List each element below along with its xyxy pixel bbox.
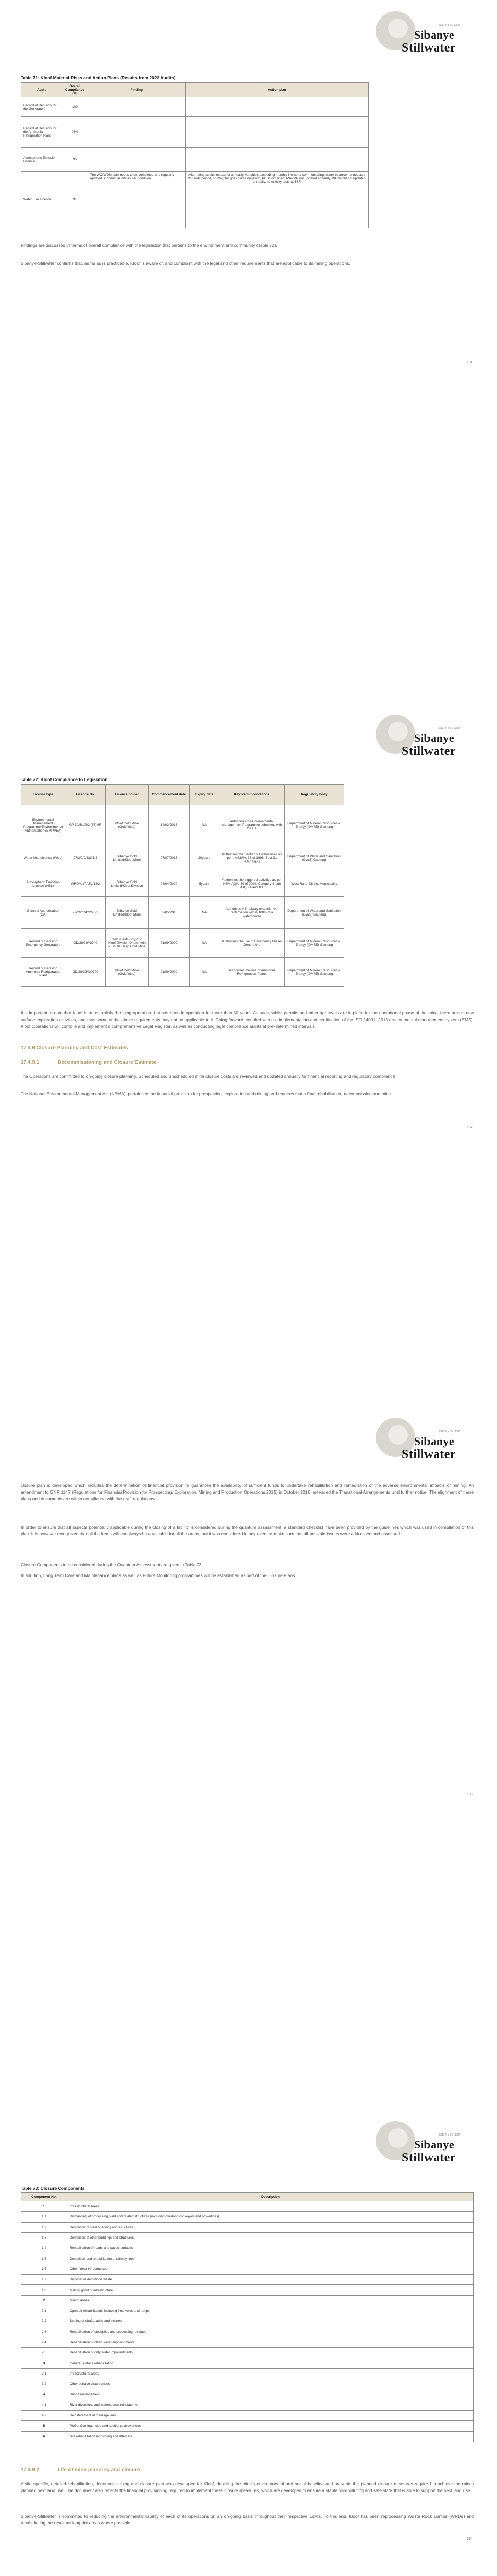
component-description-cell: Demolition of other buildings and structures bbox=[67, 2232, 473, 2243]
table-cell: 08/04/2020 bbox=[148, 871, 190, 897]
table-cell: 02/05/2018 bbox=[148, 897, 190, 929]
component-number-cell: 2.5 bbox=[21, 2348, 67, 2358]
table-row bbox=[21, 2243, 474, 2253]
table-row bbox=[21, 172, 369, 228]
table-cell: 95 bbox=[62, 148, 88, 172]
column-header: Key Permit conditions bbox=[219, 785, 284, 805]
table-cell: Record of Decision for the Ammonia Refrigeration Plant bbox=[21, 117, 62, 148]
table-cell: Water Use Licence bbox=[21, 172, 62, 228]
table-row bbox=[21, 2327, 474, 2337]
component-description-cell: River diversions and watercourse reinstatement bbox=[67, 2400, 473, 2410]
component-description-cell: Infrastructural Areas bbox=[67, 2201, 473, 2212]
table-cell: West Rand District Municipality bbox=[284, 871, 344, 897]
component-number-cell: 2.3 bbox=[21, 2327, 67, 2337]
sibanye-stillwater-logo bbox=[381, 2124, 474, 2171]
table-row bbox=[21, 2421, 474, 2431]
paragraph: The Operations are committed to on-going closure planning. Scheduled and unscheduled mine closure costs are reviewed and updated annually for financial reporting and regulatory compliance. bbox=[21, 1074, 397, 1079]
document-page-181 bbox=[0, 0, 497, 703]
table-cell bbox=[185, 117, 368, 148]
table-row bbox=[21, 2232, 474, 2243]
component-description-cell: Demolition of steel buildings and structures bbox=[67, 2222, 473, 2232]
table-row bbox=[21, 871, 344, 897]
table-row bbox=[21, 2379, 474, 2389]
component-number-cell: 1.7 bbox=[21, 2275, 67, 2285]
table-cell: Authorises the Section 21 water uses as per the NWA, 36 of 1998, Sect 21 a,b,c,f,g,i,j bbox=[219, 845, 284, 871]
table-cell: Department of Water and Sanitation (DWS) Gauteng bbox=[284, 897, 344, 929]
logo-exchange-codes: JSE NYSE SSW bbox=[439, 24, 461, 27]
logo-line-1: Sibanye bbox=[414, 732, 455, 744]
column-header: Commencement date bbox=[148, 785, 190, 805]
table-cell: Kloof Gold Mine (Goldfields) bbox=[106, 805, 148, 845]
table-cell: Authorises the use of Emergency Diesel Generators bbox=[219, 929, 284, 958]
paragraph: In addition, Long Term Care and Maintenance plans as well as Future Monitoring programmes will be established as part of the Closure Plans. bbox=[21, 1573, 296, 1578]
component-description-cell: Sealing of shafts, adits and inclines bbox=[67, 2316, 473, 2327]
table-cell: Sibanye Gold Limited/Kloof Mine bbox=[106, 897, 148, 929]
table-cell: Department of Mineral Resources & Energy (DMRE) Gauteng bbox=[284, 929, 344, 958]
component-description-cell: Rehabilitation of clean water impoundments bbox=[67, 2337, 473, 2347]
column-header: Finding bbox=[88, 83, 185, 97]
logo-line-1: Sibanye bbox=[414, 28, 455, 41]
subsection-title: Life of mine planning and closure bbox=[58, 2467, 140, 2473]
component-description-cell: Mining Areas bbox=[67, 2295, 473, 2306]
page-number: 182 bbox=[467, 1126, 473, 1129]
table-73-caption: Table 73: Closure Components bbox=[21, 2185, 85, 2191]
table-cell: Alternating audits instead of annually, variables exceeding monthly limits, no soil monitoring, water balance not updated for audit period, no IWQ for golf course irrigation, PCDs not lined, IWWMP not updated annually, WC/WDM not updated annually, no toxicity tests at TSF. bbox=[185, 172, 368, 228]
table-row bbox=[21, 845, 344, 871]
component-number-cell: 2.4 bbox=[21, 2337, 67, 2347]
table-row bbox=[21, 805, 344, 845]
logo-line-2: Stillwater bbox=[402, 1448, 456, 1461]
table-cell: Environmental Management Programme/Environmental Authorisation (EMPr/EA) bbox=[21, 805, 65, 845]
component-number-cell: 3.1 bbox=[21, 2368, 67, 2379]
table-cell: GD/28/29/NO700 bbox=[65, 958, 106, 987]
table-row bbox=[21, 2264, 474, 2274]
table-row bbox=[21, 2295, 474, 2306]
component-number-cell: 3 bbox=[21, 2358, 67, 2368]
logo-line-1: Sibanye bbox=[414, 2138, 455, 2151]
sibanye-stillwater-logo bbox=[381, 718, 474, 764]
table-row bbox=[21, 2348, 474, 2358]
component-number-cell: 1.5 bbox=[21, 2253, 67, 2264]
component-number-cell: 1.1 bbox=[21, 2212, 67, 2222]
component-description-cell: Rehabilitation of roads and paved surfaces bbox=[67, 2243, 473, 2253]
table-72-caption: Table 72: Kloof Compliance to Legislation bbox=[21, 777, 108, 782]
subsection-heading bbox=[21, 1060, 156, 1065]
logo-line-1: Sibanye bbox=[414, 1435, 455, 1448]
table-row bbox=[21, 2201, 474, 2212]
table-cell: Kloof Gold Mine (Goldfields) bbox=[106, 958, 148, 987]
component-number-cell: 3.2 bbox=[21, 2379, 67, 2389]
section-heading: 17.4.9 Closure Planning and Cost Estimates bbox=[21, 1045, 128, 1051]
paragraph: A site specific, detailed rehabilitation, decommissioning and closure plan was developed for Kloof, detailing the mine's environmental and social baseline and presents the planned closure measures required to achieve the mines planned next land use. The document also reflects the financial provisioning required to implement these closure measures, which are developed to ensure a stable non-polluting and safe state that is able to support the next land use. bbox=[21, 2481, 474, 2493]
table-row bbox=[21, 2400, 474, 2410]
logo-exchange-codes: JSE NYSE SSW bbox=[439, 727, 461, 730]
table-row bbox=[21, 2275, 474, 2285]
table-row bbox=[21, 117, 369, 148]
table-cell bbox=[88, 117, 185, 148]
table-cell bbox=[88, 148, 185, 172]
subsection-title: Decommissioning and Closure Estimate bbox=[58, 1060, 157, 1065]
component-description-cell: Rehabilitation of stockpiles and processing residues bbox=[67, 2327, 473, 2337]
table-row bbox=[21, 2212, 474, 2222]
table-cell: 01/09/2009 bbox=[148, 958, 190, 987]
component-description-cell: Other linear infrastructure bbox=[67, 2264, 473, 2274]
table-cell: Authorises the use of Ammonia Refrigeration Plants bbox=[219, 958, 284, 987]
document-page-183 bbox=[0, 1406, 497, 2110]
table-cell bbox=[185, 97, 368, 117]
component-description-cell: Reinstatement of drainage lines bbox=[67, 2410, 473, 2420]
component-description-cell: P&Gs, Contingencies and additional allowances bbox=[67, 2421, 473, 2431]
table-header-row bbox=[21, 2193, 474, 2201]
page-number: 183 bbox=[467, 1793, 473, 1797]
table-cell: Authorises the triggered activities as per NEM:AQA, 39 of 2004: Category 4 sub 4.8, 5.1 and 8.1 bbox=[219, 871, 284, 897]
paragraph: Sibanye-Stillwater is committed to reducing the environmental liability of each of its operations on an on-going basis throughout their respective LoM's. To this end, Kloof has been reprocessing Waste Rock Dumps (WRDs) and rehabilitating the resultant footprint areas where possible. bbox=[21, 2514, 474, 2526]
component-number-cell: 1 bbox=[21, 2201, 67, 2212]
component-description-cell: Making good of infrastructure bbox=[67, 2285, 473, 2295]
table-cell: NA bbox=[190, 958, 219, 987]
component-number-cell: 6 bbox=[21, 2431, 67, 2442]
table-cell: Authorises the Environmental Management Programme submitted with the EA bbox=[219, 805, 284, 845]
logo-line-2: Stillwater bbox=[402, 41, 456, 55]
component-number-cell: 4 bbox=[21, 2389, 67, 2400]
document-page-184 bbox=[0, 2110, 497, 2576]
logo-exchange-codes: JSE NYSE SSW bbox=[439, 2133, 461, 2137]
paragraph: closure plan is developed which includes the determination of financial provision to guarantee the availability of sufficient funds to undertake rehabilitation and remediation of the adverse environmental impacts of mining. An amendment to GNR 1147 (Regulations for Financial Provision for Prospecting, Exploration, Mining and Production Operations,2015) in October 2016, extended the Transitional Arrangements until further notice. The alignment of these plans and documents are within compliance with the draft regulations. bbox=[21, 1483, 474, 1501]
column-header: Regulatory body bbox=[284, 785, 344, 805]
component-number-cell: 2 bbox=[21, 2295, 67, 2306]
table-cell: Record of Decision Ammonia Refrigeration Plant bbox=[21, 958, 65, 987]
component-description-cell: Disposal of demolition waste bbox=[67, 2275, 473, 2285]
component-description-cell: Rehabilitation of dirty water impoundments bbox=[67, 2348, 473, 2358]
component-number-cell: 5 bbox=[21, 2421, 67, 2431]
table-row bbox=[21, 2337, 474, 2347]
table-cell: 100 bbox=[62, 97, 88, 117]
column-header: Audit bbox=[21, 83, 62, 97]
table-cell: 01/09/2009 bbox=[148, 929, 190, 958]
table-cell: WRDM/17AEL/14/2 bbox=[65, 871, 106, 897]
table-row bbox=[21, 2410, 474, 2420]
column-header: Action plan bbox=[185, 83, 368, 97]
component-description-cell: General surface rehabilitation bbox=[67, 2358, 473, 2368]
column-header: Component No. bbox=[21, 2193, 67, 2201]
table-row bbox=[21, 2431, 474, 2442]
paragraph: Closure Components to be considered during the Quantum Assessment are given in Table 73. bbox=[21, 1562, 203, 1567]
table-cell: Sibanye Gold Limited/Kloof Mine bbox=[106, 845, 148, 871]
table-cell: NA bbox=[190, 897, 219, 929]
table-row bbox=[21, 2368, 474, 2379]
component-number-cell: 4.1 bbox=[21, 2400, 67, 2410]
sibanye-stillwater-logo bbox=[381, 1421, 474, 1467]
table-row bbox=[21, 2222, 474, 2232]
component-description-cell: Other surface disturbances bbox=[67, 2379, 473, 2389]
paragraph: Sibanye-Stillwater confirms that, as far as is practicable, Kloof is aware of, and compliant with the legal and other requirements that are applicable to its mining operations. bbox=[21, 261, 350, 266]
table-row bbox=[21, 958, 344, 987]
logo-line-2: Stillwater bbox=[402, 744, 456, 758]
table-cell bbox=[88, 97, 185, 117]
paragraph: It is important to note that Kloof is an established mining operation that has been in operation for more than 50 years. As such, whilst permits and other approvals are in place for the operational phase of the mine, there are no new surface exploration activities, and thus some of the above requirements may not be applicable to it. Going forward, coupled with the implementation and certification of the ISO 14001: 2015 environmental management system (EMS), Kloof Operations will compile and implement a comprehensive Legal Register, as well as conducting legal compliance audits at pre-determined intervals. bbox=[21, 1010, 474, 1029]
page-number: 184 bbox=[467, 2537, 473, 2541]
column-header: Overall Compliance (%) bbox=[62, 83, 88, 97]
component-number-cell: 2.1 bbox=[21, 2306, 67, 2316]
subsection-number: 17.4.9.2 bbox=[21, 2467, 40, 2473]
column-header: Licence No. bbox=[65, 785, 106, 805]
table-72 bbox=[21, 784, 344, 987]
table-row bbox=[21, 897, 344, 929]
component-description-cell: Runoff management bbox=[67, 2389, 473, 2400]
table-cell: Department of Mineral Resources & Energy (DMRE) Gauteng bbox=[284, 805, 344, 845]
table-cell: 96% bbox=[62, 117, 88, 148]
table-cell: Atmospheric Emission Licence bbox=[21, 148, 62, 172]
table-cell: 20years bbox=[190, 845, 219, 871]
table-cell: The WC/WDM plan needs to be completed and regularly updated. Conduct audits as per condition bbox=[88, 172, 185, 228]
table-row bbox=[21, 2316, 474, 2327]
table-row bbox=[21, 929, 344, 958]
component-number-cell: 1.2 bbox=[21, 2222, 67, 2232]
table-cell: 27/2/2/C422/1/4 bbox=[65, 845, 106, 871]
table-row bbox=[21, 2389, 474, 2400]
page-number: 181 bbox=[467, 361, 473, 364]
table-row bbox=[21, 2358, 474, 2368]
table-cell: Water Use Licence (WUL) bbox=[21, 845, 65, 871]
table-cell bbox=[185, 148, 368, 172]
table-73 bbox=[21, 2192, 474, 2442]
paragraph: The National Environmental Management Act (NEMA), pertains to the financial provision for prospecting, exploration and mining and requires that a final rehabilitation, decommission and mine bbox=[21, 1091, 391, 1096]
table-cell: NA bbox=[190, 929, 219, 958]
column-header: Description bbox=[67, 2193, 473, 2201]
logo-line-2: Stillwater bbox=[402, 2151, 456, 2164]
component-number-cell: 1.6 bbox=[21, 2264, 67, 2274]
table-cell: General Authorisation (GA) bbox=[21, 897, 65, 929]
subsection-number: 17.4.9.1 bbox=[21, 1060, 40, 1065]
table-cell: 91 bbox=[62, 172, 88, 228]
component-description-cell: Site rehabilitation monitoring and aftercare bbox=[67, 2431, 473, 2442]
component-number-cell: 2.2 bbox=[21, 2316, 67, 2327]
table-header-row bbox=[21, 785, 344, 805]
table-cell: 07/07/2016 bbox=[148, 845, 190, 871]
table-row bbox=[21, 2253, 474, 2264]
column-header: Licence holder bbox=[106, 785, 148, 805]
subsection-heading bbox=[21, 2467, 140, 2473]
table-header-row bbox=[21, 83, 369, 97]
component-description-cell: Dismantling of processing plant and related structures (including overland conveyors and powerlines) bbox=[67, 2212, 473, 2222]
table-cell: 14/02/2016 bbox=[148, 805, 190, 845]
table-cell: Department of Water and Sanitation (DWS) Gauteng bbox=[284, 845, 344, 871]
table-row bbox=[21, 148, 369, 172]
component-description-cell: Infrastructural areas bbox=[67, 2368, 473, 2379]
paragraph: In order to ensure that all aspects potentially applicable during the closing of a facility is considered during the quantum assessment, a standard checklist have been provided by the guidelines which was used in compilation of this plan. It is however recognized that all the items will not always be applicable for all the areas, but it was considered in any event to make sure that all possible issues were addressed and assessed. bbox=[21, 1524, 474, 1536]
table-cell: Authorises KB railway embankment reclamation within 100m of a watercourse bbox=[219, 897, 284, 929]
component-number-cell: 4.2 bbox=[21, 2410, 67, 2420]
table-71 bbox=[21, 82, 369, 228]
table-cell: Record of Decision Emergency Generators bbox=[21, 929, 65, 958]
column-header: License type bbox=[21, 785, 65, 805]
table-row bbox=[21, 2285, 474, 2295]
component-number-cell: 1.3 bbox=[21, 2232, 67, 2243]
table-cell: Department of Mineral Resources & Energy (DMRE) Gauteng bbox=[284, 958, 344, 987]
table-cell: GP 30/5/1/2/2 (65)MR bbox=[65, 805, 106, 845]
table-71-caption: Table 71: Kloof Material Risks and Action Plans (Results from 2023 Audits) bbox=[21, 75, 176, 80]
sibanye-stillwater-logo bbox=[381, 14, 474, 61]
table-cell: GD/28/29/NO40 bbox=[65, 929, 106, 958]
table-row bbox=[21, 2306, 474, 2316]
component-description-cell: Demolition and rehabilitation of railway lines bbox=[67, 2253, 473, 2264]
logo-exchange-codes: JSE NYSE SSW bbox=[439, 1430, 461, 1433]
component-number-cell: 1.4 bbox=[21, 2243, 67, 2253]
table-cell: Atmospheric Emission Licence (AEL) bbox=[21, 871, 65, 897]
paragraph: Findings are discussed in terms of overall compliance with the legislation that pertains to the environment and community (Table 72). bbox=[21, 243, 277, 248]
table-cell: Sibanye Gold Limited/Kloof Division bbox=[106, 871, 148, 897]
table-cell: NA bbox=[190, 805, 219, 845]
column-header: Expiry date bbox=[190, 785, 219, 805]
table-cell: Record of Decision for the Generators bbox=[21, 97, 62, 117]
component-description-cell: Open pit rehabilitation, including final voids and ramps bbox=[67, 2306, 473, 2316]
table-cell: 27/2/2/C422/20/1 bbox=[65, 897, 106, 929]
document-page-182 bbox=[0, 703, 497, 1406]
table-cell: Gold Fields (Pty)/Ltd Kloof Division Driefontein & South Deep Gold Mine bbox=[106, 929, 148, 958]
table-row bbox=[21, 97, 369, 117]
table-cell: 5years bbox=[190, 871, 219, 897]
component-number-cell: 1.8 bbox=[21, 2285, 67, 2295]
